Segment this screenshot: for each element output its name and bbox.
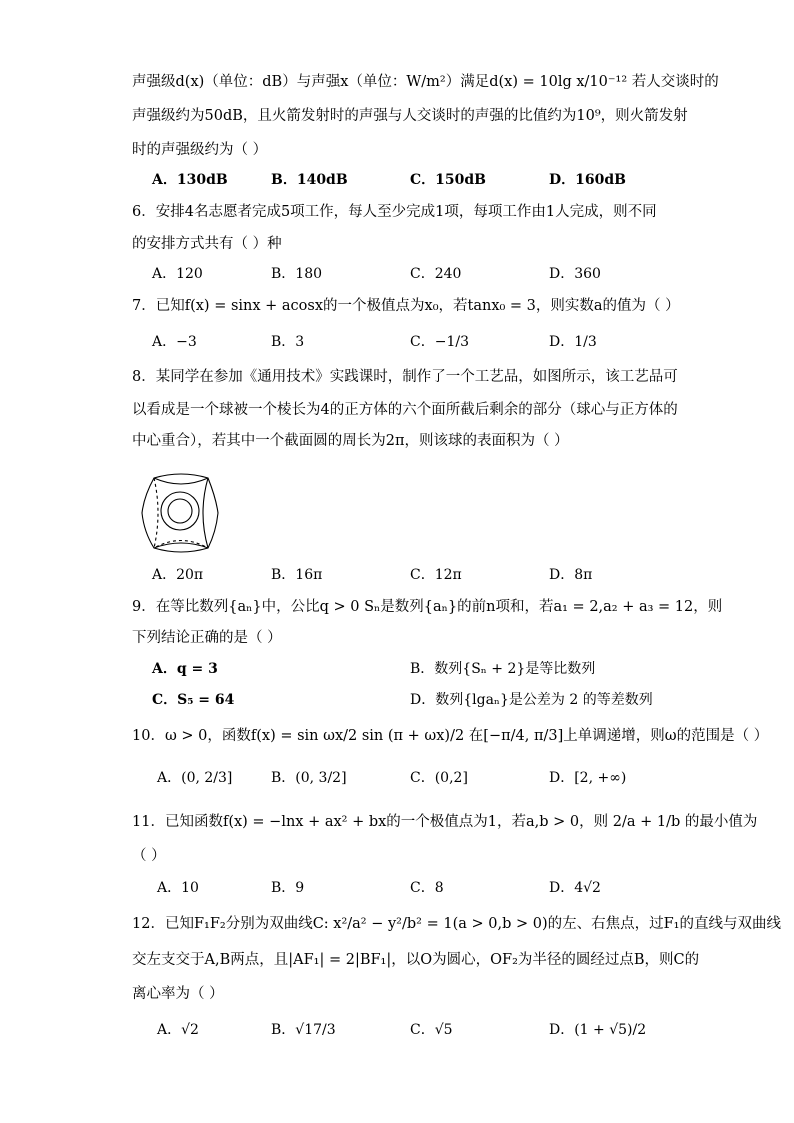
q9-stem-line-1: 9．在等比数列{aₙ}中，公比q > 0 Sₙ是数列{aₙ}的前n项和，若a₁ = 2,a₂ + a₃ = 12，则: [132, 599, 723, 615]
q8-stem-line-2: 以看成是一个球被一个棱长为4的正方体的六个面所截后剩余的部分（球心与正方体的: [132, 402, 678, 418]
q7-stem: 7．已知f(x) = sinx + acosx的一个极值点为x₀，若tanx₀ = 3，则实数a的值为（ ）: [132, 298, 680, 314]
q6-option-a[interactable]: A．120: [152, 266, 203, 282]
q5-option-a[interactable]: A．130dB: [152, 172, 228, 188]
q8-option-c[interactable]: C．12π: [410, 567, 462, 583]
q9-option-a[interactable]: A．q = 3: [152, 661, 218, 677]
q12-option-d[interactable]: D．(1 + √5)/2: [549, 1022, 647, 1038]
q10-stem: 10．ω > 0，函数f(x) = sin ωx/2 sin (π + ωx)/2 在[−π/4, π/3]上单调递增，则ω的范围是（ ）: [132, 728, 769, 744]
q11-stem-line-2: （ ）: [132, 848, 166, 864]
q8-option-d[interactable]: D．8π: [549, 567, 593, 583]
q5-stem-line-3: 时的声强级约为（ ）: [132, 142, 268, 158]
q6-stem-line-2: 的安排方式共有（ ）种: [132, 236, 282, 252]
q6-option-c[interactable]: C．240: [410, 266, 462, 282]
q10-option-a[interactable]: A．(0, 2/3]: [157, 770, 233, 786]
q5-option-c[interactable]: C．150dB: [410, 172, 486, 188]
q12-stem-line-2: 交左支交于A,B两点，且|AF₁| = 2|BF₁|，以O为圆心，OF₂为半径的圆经过点B，则C的: [132, 952, 700, 968]
q9-option-d[interactable]: D．数列{lgaₙ}是公差为 2 的等差数列: [410, 692, 653, 708]
q12-option-b[interactable]: B．√17/3: [271, 1022, 336, 1038]
q6-option-b[interactable]: B．180: [271, 266, 323, 282]
q10-option-b[interactable]: B．(0, 3/2]: [271, 770, 347, 786]
q8-option-a[interactable]: A．20π: [152, 567, 204, 583]
q7-option-d[interactable]: D．1/3: [549, 334, 597, 350]
q9-option-b[interactable]: B．数列{Sₙ + 2}是等比数列: [410, 661, 596, 677]
q6-stem-line-1: 6．安排4名志愿者完成5项工作，每人至少完成1项，每项工作由1人完成，则不同: [132, 204, 657, 220]
q7-option-c[interactable]: C．−1/3: [410, 334, 469, 350]
q11-option-a[interactable]: A．10: [157, 880, 199, 896]
q12-option-c[interactable]: C．√5: [410, 1022, 453, 1038]
q8-option-b[interactable]: B．16π: [271, 567, 323, 583]
q5-stem-line-2: 声强级约为50dB，且火箭发射时的声强与人交谈时的声强的比值约为10⁹，则火箭发射: [132, 108, 688, 124]
q8-stem-line-1: 8．某同学在参加《通用技术》实践课时，制作了一个工艺品，如图所示，该工艺品可: [132, 369, 678, 385]
q9-stem-line-2: 下列结论正确的是（ ）: [132, 630, 282, 646]
q10-option-c[interactable]: C．(0,2]: [410, 770, 468, 786]
q8-stem-line-3: 中心重合），若其中一个截面圆的周长为2π，则该球的表面积为（ ）: [132, 433, 569, 449]
q11-stem-line-1: 11．已知函数f(x) = −lnx + ax² + bx的一个极值点为1，若a,b > 0，则 2/a + 1/b 的最小值为: [132, 814, 758, 830]
q9-option-c[interactable]: C．S₅ = 64: [152, 692, 235, 708]
q11-option-d[interactable]: D．4√2: [549, 880, 601, 896]
q5-stem-line-1: 声强级d(x)（单位：dB）与声强x（单位：W/m²）满足d(x) = 10lg x/10⁻¹² 若人交谈时的: [132, 74, 719, 90]
q6-option-d[interactable]: D．360: [549, 266, 601, 282]
q7-option-a[interactable]: A．−3: [152, 334, 197, 350]
sphere-cube-figure: [136, 468, 226, 558]
q11-option-c[interactable]: C．8: [410, 880, 444, 896]
q11-option-b[interactable]: B．9: [271, 880, 305, 896]
q5-option-b[interactable]: B．140dB: [271, 172, 348, 188]
q12-stem-line-1: 12．已知F₁F₂分别为双曲线C: x²/a² − y²/b² = 1(a > 0,b > 0)的左、右焦点，过F₁的直线与双曲线: [132, 916, 781, 932]
q7-option-b[interactable]: B．3: [271, 334, 305, 350]
q12-option-a[interactable]: A．√2: [157, 1022, 199, 1038]
q10-option-d[interactable]: D．[2, +∞): [549, 770, 627, 786]
q5-option-d[interactable]: D．160dB: [549, 172, 626, 188]
q12-stem-line-3: 离心率为（ ）: [132, 986, 224, 1002]
